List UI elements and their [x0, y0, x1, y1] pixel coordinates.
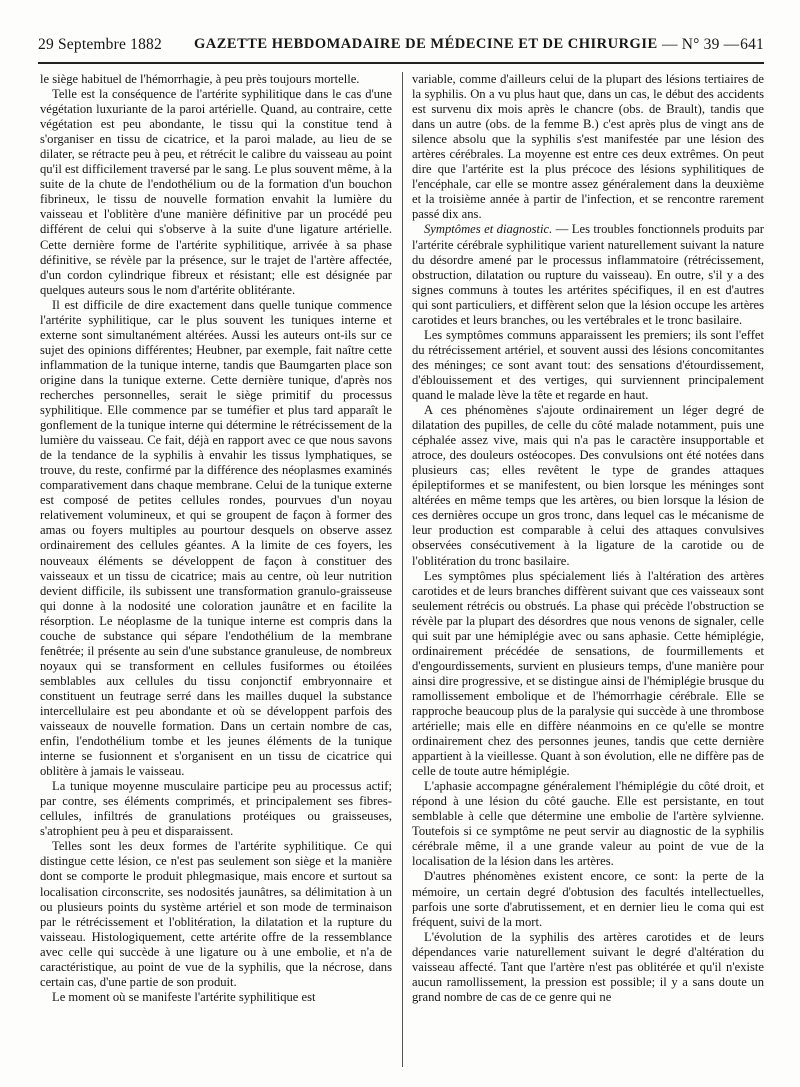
column-divider — [402, 72, 403, 1067]
paragraph: variable, comme d'ailleurs celui de la plupart des lésions tertiaires de la syphilis. On a vu plus haut que, dans un cas, le début des accidents est survenu dix mois après le chancre (obs. de Brault), tandis que dans un autre (obs. de la femme B.) c'est après plus de vingt ans de silence absolu que la syphilis s'est manifestée par une lésion des artères cérébrales. La moyenne est entre ces deux extrêmes. On peut dire que l'artérite est la plus précoce des lésions syphilitiques de l'encéphale, car elle se montre assez généralement dans la deuxième et la troisième année à partir de l'infection, et se rencontre rarement passé dix ans. — [412, 72, 764, 222]
paragraph: Les symptômes plus spécialement liés à l'altération des artères carotides et de leurs branches diffèrent suivant que ces vaisseaux sont seulement rétrécis ou obstrués. La phase qui précède l'obstruction se révèle par la plupart des désordres que nous venons de signaler, celle qui suit par une hémiplégie avec ou sans aphasie. Cette hémiplégie, ordinairement précédée de sensations, de fourmillements et d'engourdissements, survient en plusieurs temps, d'une manière pour ainsi dire progressive, et se distingue ainsi de l'hémiplégie brusque du ramollissement embolique et de l'hémorrhagie cérébrale. Elle se rapproche beaucoup plus de la paralysie qui succède à une thrombose artérielle; mais elle en diffère néanmoins en ce qu'elle se montre ordinairement chez des personnes jeunes, tandis que cette dernière appartient à la vieillesse. Quant à son évolution, elle ne diffère pas de celle de toute autre hémiplégie. — [412, 568, 764, 779]
paragraph: Il est difficile de dire exactement dans quelle tunique commence l'artérite syphilitique, car le plus souvent les tuniques interne et externe sont simultanément altérées. Aussi les auteurs ont-ils sur ce sujet des opinions différentes; Heubner, par exemple, fait naître cette inflammation de la tunique interne, tandis que Baumgarten place son origine dans la tunique externe. Cette dernière tunique, d'après nos recherches personnelles, serait le siège primitif du processus syphilitique. Elle commence par se tuméfier et plus tard apparaît le gonflement de la tunique interne qui détermine le rétrécissement de la lumière du vaisseau. Ce fait, déjà en rapport avec ce que nous savons de la tendance de la syphilis à envahir les tissus lymphatiques, se trouve, du reste, confirmé par la différence des néoplasmes examinés comparativement dans chaque membrane. Celui de la tunique externe est composé de petites cellules rondes, pourvues d'un noyau relativement volumineux, et qui se groupent de façon à former des amas ou foyers multiples au pourtour desquels on observe assez ordinairement des cellules géantes. A la limite de ces foyers, les nouveaux éléments se développent de façon à constituer des vaisseaux et un tissu de cicatrice; mais au centre, où leur nutrition devient difficile, ils subissent une transformation granulo-graisseuse qui donne à la nodosité une coloration jaunâtre et en facilite la résorption. Le néoplasme de la tunique interne est compris dans la couche de substance qui sépare l'endothélium de la membrane fenêtrée; il présente au sein d'une substance granuleuse, de nombreux noyaux qui se transforment en cellules fusiformes ou étoilées semblables aux cellules du tissu conjonctif embryonnaire et constituent un feutrage serré dans les mailles duquel la substance intercellulaire est peu abondante et où se développent parfois des vaisseaux de nouvelle formation. Dans un certain nombre de cas, enfin, l'endothélium tombe et les jeunes éléments de la tunique interne se fusionnent et s'organisent en un tissu de cicatrice qui oblitère à jamais le vaisseau. — [40, 297, 392, 779]
paragraph: La tunique moyenne musculaire participe peu au processus actif; par contre, ses éléments comprimés, et principalement ses fibres-cellules, infiltrés de granulations protéiques ou graisseuses, s'atrophient peu à peu et disparaissent. — [40, 779, 392, 839]
paragraph-text: — Les troubles fonctionnels produits par l'artérite cérébrale syphilitique varient naturellement suivant la nature du désordre amené par le processus inflammatoire (rétrécissement, obstruction, dilatation ou rupture du vaisseau). En outre, s'il y a des signes communs à toutes les artérites spécifiques, il en est d'autres qui sont particuliers, et diffèrent selon que la lésion occupe les artères carotides et leurs branches, ou les vertébrales et le tronc basilaire. — [412, 222, 764, 327]
paragraph: D'autres phénomènes existent encore, ce sont: la perte de la mémoire, un certain degré d'obtusion des facultés intellectuelles, parfois une sorte d'abrutissement, et en dernier lieu le coma qui est fréquent, suivi de la mort. — [412, 869, 764, 929]
paragraph: le siège habituel de l'hémorrhagie, à peu près toujours mortelle. — [40, 72, 360, 86]
section-subheading: Symptômes et diagnostic. — [424, 222, 553, 237]
paragraph: A ces phénomènes s'ajoute ordinairement un léger degré de dilatation des pupilles, de celle du côté malade notamment, puis une céphalée assez vive, mais qui n'a pas le caractère insupportable et atroce, des douleurs ostéocopes. Des convulsions ont été notées dans plusieurs cas; elles revêtent le type de grandes attaques épileptiformes et se manifestent, ou bien lorsque les méninges sont altérées en même temps que les artères, ou bien lorsque la lésion de ces dernières occupe un gros tronc, dans lequel cas le mécanisme de leur production est comparable à celui des attaques convulsives observées consécutivement à la ligature de la carotide ou de l'oblitération du tronc basilaire. — [412, 403, 764, 568]
header-rule — [38, 62, 764, 64]
paragraph: Telle est la conséquence de l'artérite syphilitique dans le cas d'une végétation luxuriante de la paroi artérielle. Quand, au contraire, cette végétation est peu abondante, le tissu qui la constitue tend à s'organiser en tissu de cicatrice, et la paroi malade, au lieu de se dilater, se rétracte peu à peu, et rétrécit le calibre du vaisseau au point qu'il est difficilement traversé par le sang. Le plus souvent même, à la suite de la chute de l'endothélium ou de la formation d'un bouchon fibrineux, le tissu de nouvelle formation envahit la lumière du vaisseau et l'oblitère d'une manière définitive par un procédé peu différent de celui qui s'observe à la suite d'une ligature artérielle. Cette dernière forme de l'artérite syphilitique, arrivée à sa phase définitive, se révèle par la présence, sur le trajet de l'artère affectée, d'un cordon cylindrique fibreux et résistant; elle est désignée par quelques auteurs sous le nom d'artérite oblitérante. — [40, 87, 392, 297]
issue-number: — N° 39 — — [662, 36, 740, 53]
right-column — [412, 72, 764, 1080]
issue-date: 29 Septembre 1882 — [38, 36, 162, 53]
paragraph: Les symptômes communs apparaissent les premiers; ils sont l'effet du rétrécissement artériel, et souvent aussi des lésions concomitantes des méninges; ce sont avant tout: des sensations d'étourdissement, d'éblouissement et des vertiges, qui surviennent principalement quand le malade lève la tête et regarde en haut. — [412, 327, 764, 402]
page-number: 641 — [740, 36, 764, 53]
page-header — [38, 36, 764, 58]
paragraph-with-subheading — [412, 222, 764, 327]
paragraph: L'aphasie accompagne généralement l'hémiplégie du côté droit, et répond à une lésion du côté gauche. Elle est persistante, en tout semblable à celle que détermine une embolie de l'artère sylvienne. Toutefois si ce symptôme ne peut servir au diagnostic de la syphilis cérébrale même, il a une grande valeur au point de vue de la localisation de la lésion dans les artères. — [412, 779, 764, 869]
left-column — [40, 72, 392, 1080]
paragraph: Le moment où se manifeste l'artérite syphilitique est — [52, 989, 316, 1004]
paragraph: Telles sont les deux formes de l'artérite syphilitique. Ce qui distingue cette lésion, ce n'est pas seulement son siège et la manière dont se comporte le produit phlegmasique, mais encore et surtout sa localisation circonscrite, ses nodosités jaunâtres, sa délimitation à un ou plusieurs points du système artériel et son mode de terminaison par le rétrécissement et l'oblitération, la dilatation et la rupture du vaisseau. Histologiquement, cette artérite offre de la ressemblance avec celle qui succède à une ligature ou à une embolie, et n'a de caractéristique, au point de vue de la syphilis, que la nécrose, dans certain cas, d'une partie de son produit. — [40, 839, 392, 989]
paragraph: L'évolution de la syphilis des artères carotides et de leurs dépendances varie naturellement suivant le degré d'altération du vaisseau affecté. Tant que l'artère n'est pas oblitérée et qu'il n'existe aucun ramollissement, la pression est possible; il y a sans doute un grand nombre de cas de ce genre qui ne — [412, 929, 764, 1004]
journal-title: GAZETTE HEBDOMADAIRE DE MÉDECINE ET DE CHIRURGIE — [194, 36, 658, 52]
